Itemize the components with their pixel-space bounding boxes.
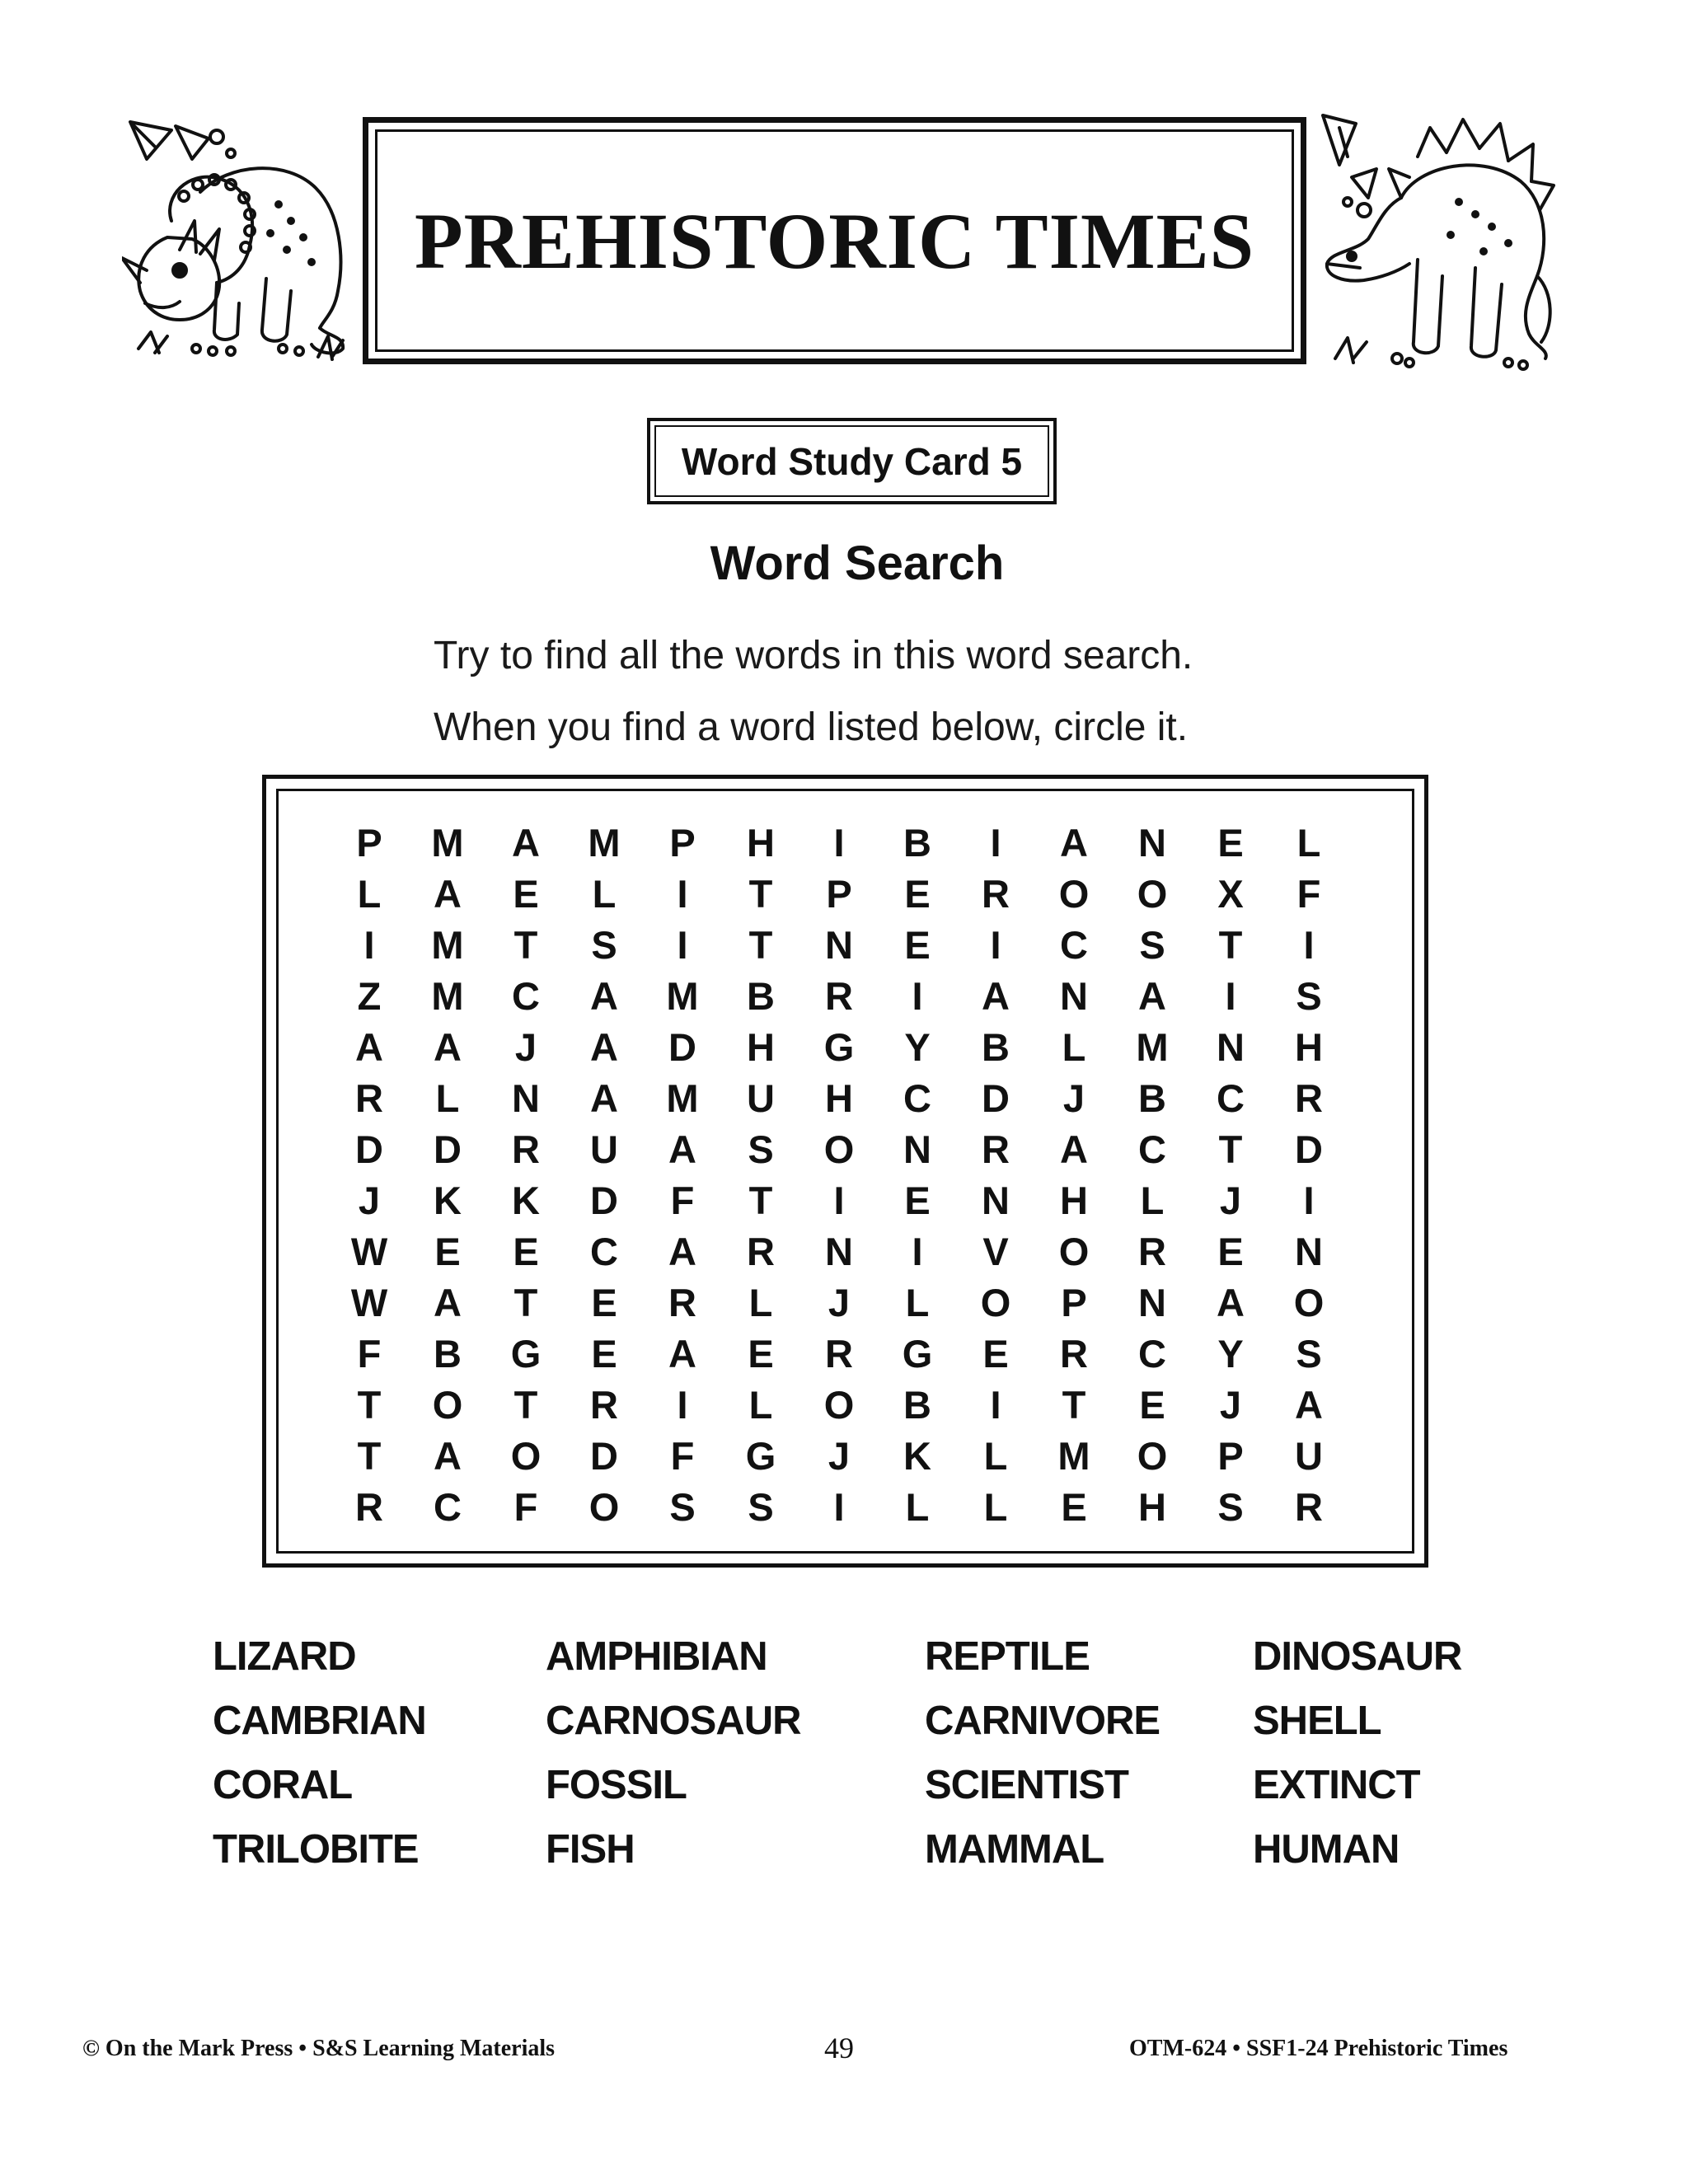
grid-letter[interactable]: N (903, 1127, 931, 1171)
grid-letter[interactable]: J (1219, 1383, 1242, 1427)
grid-letter[interactable]: T (357, 1434, 382, 1478)
grid-letter[interactable]: I (677, 872, 688, 916)
grid-letter[interactable]: B (434, 1332, 462, 1376)
footer-catalog: OTM-624 • SSF1-24 Prehistoric Times (1129, 2036, 1508, 2061)
page-number: 49 (824, 2032, 854, 2064)
grid-letter[interactable]: O (823, 1383, 855, 1427)
grid-letter[interactable]: M (1136, 1025, 1169, 1069)
grid-letter[interactable]: B (1138, 1076, 1166, 1120)
grid-letter[interactable]: A (1138, 974, 1166, 1018)
grid-letter[interactable]: I (1303, 923, 1315, 967)
grid-letter[interactable]: S (669, 1485, 696, 1529)
grid-letter[interactable]: E (591, 1332, 617, 1376)
grid-letter[interactable]: S (748, 1485, 774, 1529)
instruction-line: Try to find all the words in this word search. (434, 634, 1193, 677)
grid-letter[interactable]: I (1303, 1179, 1315, 1222)
grid-letter[interactable]: K (512, 1179, 540, 1222)
grid-letter[interactable]: I (833, 821, 845, 865)
grid-letter[interactable]: U (590, 1127, 618, 1171)
grid-letter[interactable]: R (590, 1383, 618, 1427)
grid-letter[interactable]: I (990, 821, 1001, 865)
grid-letter[interactable]: T (513, 923, 538, 967)
grid-letter[interactable]: A (512, 821, 540, 865)
grid-letter[interactable]: A (1217, 1281, 1245, 1324)
grid-letter[interactable]: A (1295, 1383, 1323, 1427)
grid-letter[interactable]: T (748, 1179, 773, 1222)
grid-letter[interactable]: J (828, 1281, 851, 1324)
grid-letter[interactable]: N (1217, 1025, 1245, 1069)
word-list-item: CARNIVORE (925, 1699, 1160, 1743)
grid-letter[interactable]: R (512, 1127, 540, 1171)
grid-letter[interactable]: B (903, 1383, 931, 1427)
word-list-item: CARNOSAUR (546, 1699, 801, 1743)
grid-row (279, 1124, 1412, 1175)
grid-letter[interactable]: M (1057, 1434, 1090, 1478)
grid-letter[interactable]: E (1139, 1383, 1165, 1427)
grid-letter[interactable]: A (434, 872, 462, 916)
grid-letter[interactable]: Y (904, 1025, 931, 1069)
grid-letter[interactable]: R (1138, 1230, 1166, 1273)
grid-row (279, 1277, 1412, 1329)
grid-letter[interactable]: A (434, 1434, 462, 1478)
word-list-item: CORAL (213, 1763, 353, 1807)
grid-letter[interactable]: T (1218, 923, 1243, 967)
grid-letter[interactable]: I (912, 974, 923, 1018)
grid-letter[interactable]: N (1138, 1281, 1166, 1324)
grid-letter[interactable]: B (982, 1025, 1010, 1069)
grid-letter[interactable]: O (980, 1281, 1011, 1324)
grid-letter[interactable]: D (355, 1127, 383, 1171)
card-label-box (647, 418, 1057, 504)
grid-letter[interactable]: R (747, 1230, 775, 1273)
grid-letter[interactable]: J (358, 1179, 381, 1222)
grid-letter[interactable]: H (747, 1025, 775, 1069)
grid-letter[interactable]: M (431, 923, 464, 967)
grid-row (279, 1022, 1412, 1073)
grid-letter[interactable]: O (1137, 872, 1168, 916)
footer-copyright: © On the Mark Press • S&S Learning Materials (82, 2036, 556, 2061)
grid-letter[interactable]: L (435, 1076, 460, 1120)
grid-letter[interactable]: G (510, 1332, 542, 1376)
grid-letter[interactable]: T (1062, 1383, 1086, 1427)
grid-letter[interactable]: L (357, 872, 382, 916)
triceratops-icon (122, 114, 357, 377)
grid-letter[interactable]: O (510, 1434, 542, 1478)
grid-letter[interactable]: V (982, 1230, 1009, 1273)
grid-letter[interactable]: M (588, 821, 621, 865)
grid-letter[interactable]: E (1061, 1485, 1087, 1529)
word-search-grid-frame (262, 775, 1428, 1568)
grid-letter[interactable]: I (1225, 974, 1236, 1018)
grid-letter[interactable]: I (677, 923, 688, 967)
grid-letter[interactable]: O (432, 1383, 463, 1427)
grid-letter[interactable]: L (592, 872, 617, 916)
grid-row (279, 1431, 1412, 1482)
grid-letter[interactable]: H (1060, 1179, 1088, 1222)
grid-letter[interactable]: R (1295, 1076, 1323, 1120)
grid-row (279, 1073, 1412, 1124)
grid-letter[interactable]: T (513, 1383, 538, 1427)
grid-letter[interactable]: P (356, 821, 382, 865)
grid-letter[interactable]: A (668, 1127, 696, 1171)
grid-letter[interactable]: E (513, 1230, 539, 1273)
grid-letter[interactable]: W (350, 1281, 388, 1324)
grid-letter[interactable]: A (355, 1025, 383, 1069)
grid-letter[interactable]: A (1060, 1127, 1088, 1171)
grid-letter[interactable]: E (591, 1281, 617, 1324)
grid-letter[interactable]: X (1217, 872, 1244, 916)
grid-row (279, 1329, 1412, 1380)
grid-letter[interactable]: I (677, 1383, 688, 1427)
stegosaurus-icon (1319, 111, 1558, 387)
grid-row (279, 1482, 1412, 1533)
grid-row (279, 1175, 1412, 1226)
grid-letter[interactable]: R (982, 1127, 1010, 1171)
grid-letter[interactable]: N (1295, 1230, 1323, 1273)
grid-letter[interactable]: C (903, 1076, 931, 1120)
grid-letter[interactable]: L (1140, 1179, 1165, 1222)
grid-letter[interactable]: L (905, 1281, 930, 1324)
grid-row (279, 1380, 1412, 1431)
grid-row (279, 869, 1412, 920)
grid-letter[interactable]: S (1139, 923, 1165, 967)
grid-letter[interactable]: N (825, 1230, 853, 1273)
grid-letter[interactable]: C (512, 974, 540, 1018)
grid-letter[interactable]: B (903, 821, 931, 865)
grid-letter[interactable]: O (823, 1127, 855, 1171)
grid-letter[interactable]: D (1295, 1127, 1323, 1171)
grid-letter[interactable]: Y (1217, 1332, 1244, 1376)
grid-letter[interactable]: E (1217, 1230, 1244, 1273)
grid-letter[interactable]: K (903, 1434, 931, 1478)
grid-letter[interactable]: T (1218, 1127, 1243, 1171)
grid-letter[interactable]: C (590, 1230, 618, 1273)
grid-letter[interactable]: R (355, 1076, 383, 1120)
grid-letter[interactable]: A (590, 1076, 618, 1120)
card-label: Word Study Card 5 (654, 425, 1049, 497)
grid-letter[interactable]: E (904, 1179, 931, 1222)
grid-letter[interactable]: F (357, 1332, 382, 1376)
grid-letter[interactable]: W (350, 1230, 388, 1273)
grid-letter[interactable]: K (434, 1179, 462, 1222)
word-list-item: MAMMAL (925, 1827, 1104, 1872)
grid-letter[interactable]: T (748, 872, 773, 916)
grid-letter[interactable]: I (833, 1485, 845, 1529)
grid-letter[interactable]: L (905, 1485, 930, 1529)
grid-letter[interactable]: M (666, 974, 699, 1018)
grid-letter[interactable]: E (904, 923, 931, 967)
grid-letter[interactable]: F (513, 1485, 538, 1529)
grid-letter[interactable]: I (990, 923, 1001, 967)
grid-letter[interactable]: N (982, 1179, 1010, 1222)
grid-letter[interactable]: O (1293, 1281, 1325, 1324)
grid-letter[interactable]: B (747, 974, 775, 1018)
grid-letter[interactable]: R (825, 974, 853, 1018)
grid-letter[interactable]: S (1217, 1485, 1244, 1529)
word-list-item: LIZARD (213, 1634, 356, 1679)
grid-letter[interactable]: I (363, 923, 375, 967)
grid-row (279, 818, 1412, 869)
grid-letter[interactable]: J (828, 1434, 851, 1478)
grid-letter[interactable]: J (1219, 1179, 1242, 1222)
grid-letter[interactable]: F (670, 1179, 695, 1222)
grid-letter[interactable]: C (434, 1485, 462, 1529)
grid-letter[interactable]: U (747, 1076, 775, 1120)
grid-letter[interactable]: J (1062, 1076, 1085, 1120)
word-list-item: SHELL (1253, 1699, 1381, 1743)
grid-letter[interactable]: P (669, 821, 696, 865)
word-list-item: EXTINCT (1253, 1763, 1420, 1807)
grid-letter[interactable]: G (823, 1025, 855, 1069)
grid-letter[interactable]: H (1138, 1485, 1166, 1529)
page-title: PREHISTORIC TIMES (414, 196, 1255, 285)
word-list-item: REPTILE (925, 1634, 1090, 1679)
grid-letter[interactable]: F (670, 1434, 695, 1478)
grid-letter[interactable]: M (431, 974, 464, 1018)
grid-letter[interactable]: P (826, 872, 852, 916)
grid-letter[interactable]: R (825, 1332, 853, 1376)
grid-letter[interactable]: R (668, 1281, 696, 1324)
grid-letter[interactable]: R (982, 872, 1010, 916)
grid-letter[interactable]: F (1296, 872, 1321, 916)
word-list-item: FOSSIL (546, 1763, 687, 1807)
grid-letter[interactable]: O (1137, 1434, 1168, 1478)
grid-letter[interactable]: O (1058, 1230, 1090, 1273)
grid-letter[interactable]: E (1217, 821, 1244, 865)
word-list-item: FISH (546, 1827, 635, 1872)
grid-letter[interactable]: R (1060, 1332, 1088, 1376)
grid-letter[interactable]: N (825, 923, 853, 967)
grid-letter[interactable]: R (1295, 1485, 1323, 1529)
grid-letter[interactable]: G (902, 1332, 933, 1376)
word-search-grid (276, 789, 1414, 1554)
grid-letter[interactable]: H (1295, 1025, 1323, 1069)
grid-letter[interactable]: L (748, 1281, 773, 1324)
grid-letter[interactable]: P (1217, 1434, 1244, 1478)
grid-letter[interactable]: D (668, 1025, 696, 1069)
grid-letter[interactable]: D (590, 1179, 618, 1222)
grid-letter[interactable]: U (1295, 1434, 1323, 1478)
grid-letter[interactable]: D (434, 1127, 462, 1171)
grid-letter[interactable]: J (514, 1025, 537, 1069)
grid-letter[interactable]: O (1058, 872, 1090, 916)
grid-letter[interactable]: Z (357, 974, 382, 1018)
grid-letter[interactable]: D (590, 1434, 618, 1478)
grid-letter[interactable]: M (431, 821, 464, 865)
grid-letter[interactable]: C (1138, 1127, 1166, 1171)
grid-letter[interactable]: S (1296, 974, 1322, 1018)
grid-letter[interactable]: E (904, 872, 931, 916)
word-list-item: DINOSAUR (1253, 1634, 1462, 1679)
grid-letter[interactable]: N (1060, 974, 1088, 1018)
grid-letter[interactable]: A (434, 1281, 462, 1324)
grid-letter[interactable]: D (982, 1076, 1010, 1120)
grid-letter[interactable]: L (983, 1485, 1008, 1529)
grid-letter[interactable]: C (1060, 923, 1088, 967)
grid-letter[interactable]: N (1138, 821, 1166, 865)
grid-letter[interactable]: H (825, 1076, 853, 1120)
word-list-item: CAMBRIAN (213, 1699, 426, 1743)
instruction-line: When you find a word listed below, circle it. (434, 705, 1189, 749)
grid-letter[interactable]: L (1296, 821, 1321, 865)
grid-letter[interactable]: A (590, 1025, 618, 1069)
grid-letter[interactable]: S (748, 1127, 774, 1171)
grid-letter[interactable]: L (983, 1434, 1008, 1478)
grid-letter[interactable]: E (748, 1332, 774, 1376)
title-box (363, 117, 1306, 364)
grid-letter[interactable]: L (1062, 1025, 1086, 1069)
grid-letter[interactable]: R (355, 1485, 383, 1529)
grid-letter[interactable]: A (668, 1332, 696, 1376)
grid-letter[interactable]: A (668, 1230, 696, 1273)
grid-letter[interactable]: A (434, 1025, 462, 1069)
grid-letter[interactable]: I (833, 1179, 845, 1222)
grid-row (279, 1226, 1412, 1277)
grid-letter[interactable]: C (1217, 1076, 1245, 1120)
grid-letter[interactable]: I (912, 1230, 923, 1273)
grid-letter[interactable]: T (513, 1281, 538, 1324)
grid-row (279, 971, 1412, 1022)
word-list-item: SCIENTIST (925, 1763, 1128, 1807)
grid-letter[interactable]: A (982, 974, 1010, 1018)
grid-letter[interactable]: H (747, 821, 775, 865)
grid-letter[interactable]: A (1060, 821, 1088, 865)
grid-letter[interactable]: S (591, 923, 617, 967)
grid-letter[interactable]: S (1296, 1332, 1322, 1376)
grid-letter[interactable]: G (745, 1434, 776, 1478)
grid-letter[interactable]: T (748, 923, 773, 967)
grid-letter[interactable]: O (588, 1485, 620, 1529)
word-list-item: TRILOBITE (213, 1827, 419, 1872)
grid-letter[interactable]: E (513, 872, 539, 916)
grid-letter[interactable]: C (1138, 1332, 1166, 1376)
word-list-item: AMPHIBIAN (546, 1634, 767, 1679)
grid-letter[interactable]: I (990, 1383, 1001, 1427)
grid-letter[interactable]: N (512, 1076, 540, 1120)
section-title: Word Search (710, 537, 1005, 590)
grid-letter[interactable]: A (590, 974, 618, 1018)
grid-letter[interactable]: M (666, 1076, 699, 1120)
grid-letter[interactable]: L (748, 1383, 773, 1427)
grid-letter[interactable]: E (434, 1230, 461, 1273)
grid-letter[interactable]: P (1061, 1281, 1087, 1324)
word-list-item: HUMAN (1253, 1827, 1400, 1872)
grid-row (279, 920, 1412, 971)
grid-letter[interactable]: T (357, 1383, 382, 1427)
grid-letter[interactable]: E (982, 1332, 1009, 1376)
